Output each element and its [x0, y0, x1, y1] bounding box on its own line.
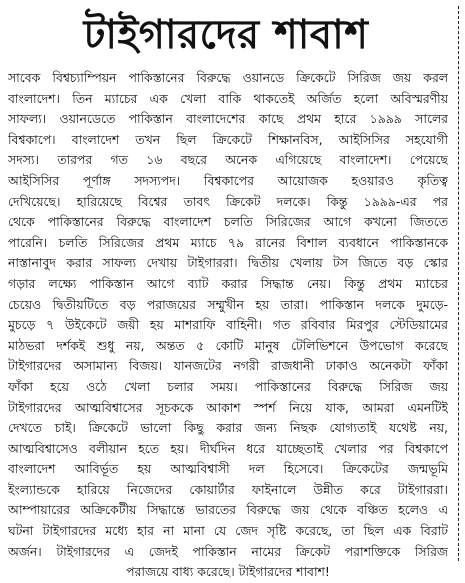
article-body	[8, 68, 448, 583]
article-headline: টাইগারদের শাবাশ	[83, 12, 369, 58]
article-line: সাবেক বিশ্বচ্যাম্পিয়ন পাকিস্তানের বিরুদ্ধে ওয়ানডে ক্রিকেটে সিরিজ জয় করল	[8, 70, 448, 85]
article-line: চেয়েও দ্বিতীয়টিতে বড় পরাজয়ের সম্মুখীন হয় তারা। পাকিস্তান দলকে দুমড়ে-	[8, 296, 448, 312]
article-line: অর্জন। টাইগারদের এ জেদই পাকিস্তান নামের ক্রিকেট পরাশক্তিকে সিরিজ	[8, 543, 448, 559]
article-line: আইসিসির পূর্ণাঙ্গ সদস্যপদ। বিশ্বকাপের আয়োজক হওয়ারও কৃতিত্ব	[8, 172, 448, 188]
article-line: পরাজয়ে বাধ্য করেছে। টাইগারদের শাবাশ!	[126, 564, 330, 580]
article-line: বাংলাদেশ আবির্ভূত হয় আত্মবিশ্বাসী দল হিসেবে। ক্রিকেটের জন্মভূমি	[8, 461, 448, 477]
article-line: আত্মবিশ্বাসেও বলীয়ান হতে হয়। দীর্ঘদিন ধরে যাচ্ছেতাই খেলার পর বিশ্বকাপে	[8, 440, 448, 456]
article-line: দেখিয়েছে। হারিয়েছে বিশ্বের তাবৎ ক্রিকেট দলকে। কিন্তু ১৯৯৯-এর পর	[8, 193, 448, 209]
article-line: ইংল্যান্ডকে হারিয়ে নিজেদের কোয়ার্টার ফাইনালে উন্নীত করে টাইগাররা।	[8, 481, 448, 497]
article-line: বিশ্বকাপে। বাংলাদেশ তখন ছিল ক্রিকেটে শিক্ষানবিস, আইসিসির সহযোগী	[8, 131, 448, 147]
article-line: দেখতে চাই। ক্রিকেটে ভালো কিছু করার জন্য নিছক যোগ্যতাই যথেষ্ট নয়,	[8, 420, 448, 436]
article-line: মাঠভরা দর্শকই শুধু নয়, অন্তত ৫ কোটি মানুষ টেলিভিশনে উপভোগ করেছে	[8, 337, 448, 353]
article-line: নাস্তানাবুদ করার সাফল্য দেখায় টাইগাররা। দ্বিতীয় খেলায় টস জিতে বড় স্কোর	[8, 255, 448, 271]
article-line: সদস্য। তারপর গত ১৬ বছরে অনেক এগিয়েছে বাংলাদেশ। পেয়েছে	[8, 152, 448, 168]
article-line: থেকে পাকিস্তানের বিরুদ্ধে বাংলাদেশ চলতি সিরিজের আগে কখনো জিততে	[8, 214, 448, 230]
article-line: ফাঁকা হয়ে ওঠে খেলা চলার সময়। পাকিস্তানের বিরুদ্ধে সিরিজ জয়	[8, 378, 448, 394]
article-line: গড়ার লক্ষ্যে পাকিস্তান আগে ব্যাট করার সিদ্ধান্ত নেয়। কিন্তু প্রথম ম্যাচের	[8, 275, 448, 291]
article-line: বাংলাদেশ। তিন ম্যাচের এক খেলা বাকি থাকতেই অর্জিত হলো অবিস্মরণীয়	[8, 90, 448, 106]
article-line: ঘটনা টাইগারদের মধ্যে হার না মানা যে জেদ সৃষ্টি করেছে, তা ছিল এক বিরাট	[8, 523, 448, 539]
dashed-cut-border	[458, 6, 459, 561]
article-line: টাইগারদের অসামান্য বিজয়। যানজটের নগরী রাজধানী ঢাকাও অনেকটা ফাঁকা	[8, 358, 448, 374]
article-line: পারেনি। চলতি সিরিজের প্রথম ম্যাচে ৭৯ রানের বিশাল ব্যবধানে পাকিস্তানকে	[8, 234, 448, 250]
article-line: মুচড়ে ৭ উইকেটে জয়ী হয় মাশরাফি বাহিনী। গত রবিবার মিরপুর স্টেডিয়ামের	[8, 317, 448, 333]
article-line: আম্পায়ারের অক্রিকেটীয় সিদ্ধান্তে ভারতের বিরুদ্ধে জয় থেকে বঞ্চিত হলেও এ	[8, 502, 448, 518]
article-line: সাফল্য। ওয়ানডেতে পাকিস্তান বাংলাদেশের কাছে প্রথম হারে ১৯৯৯ সালের	[8, 111, 448, 127]
article-line: টাইগারদের আত্মবিশ্বাসের সূচককে আকাশ স্পর্শ নিয়ে যাক, আমরা এমনটিই	[8, 399, 448, 415]
